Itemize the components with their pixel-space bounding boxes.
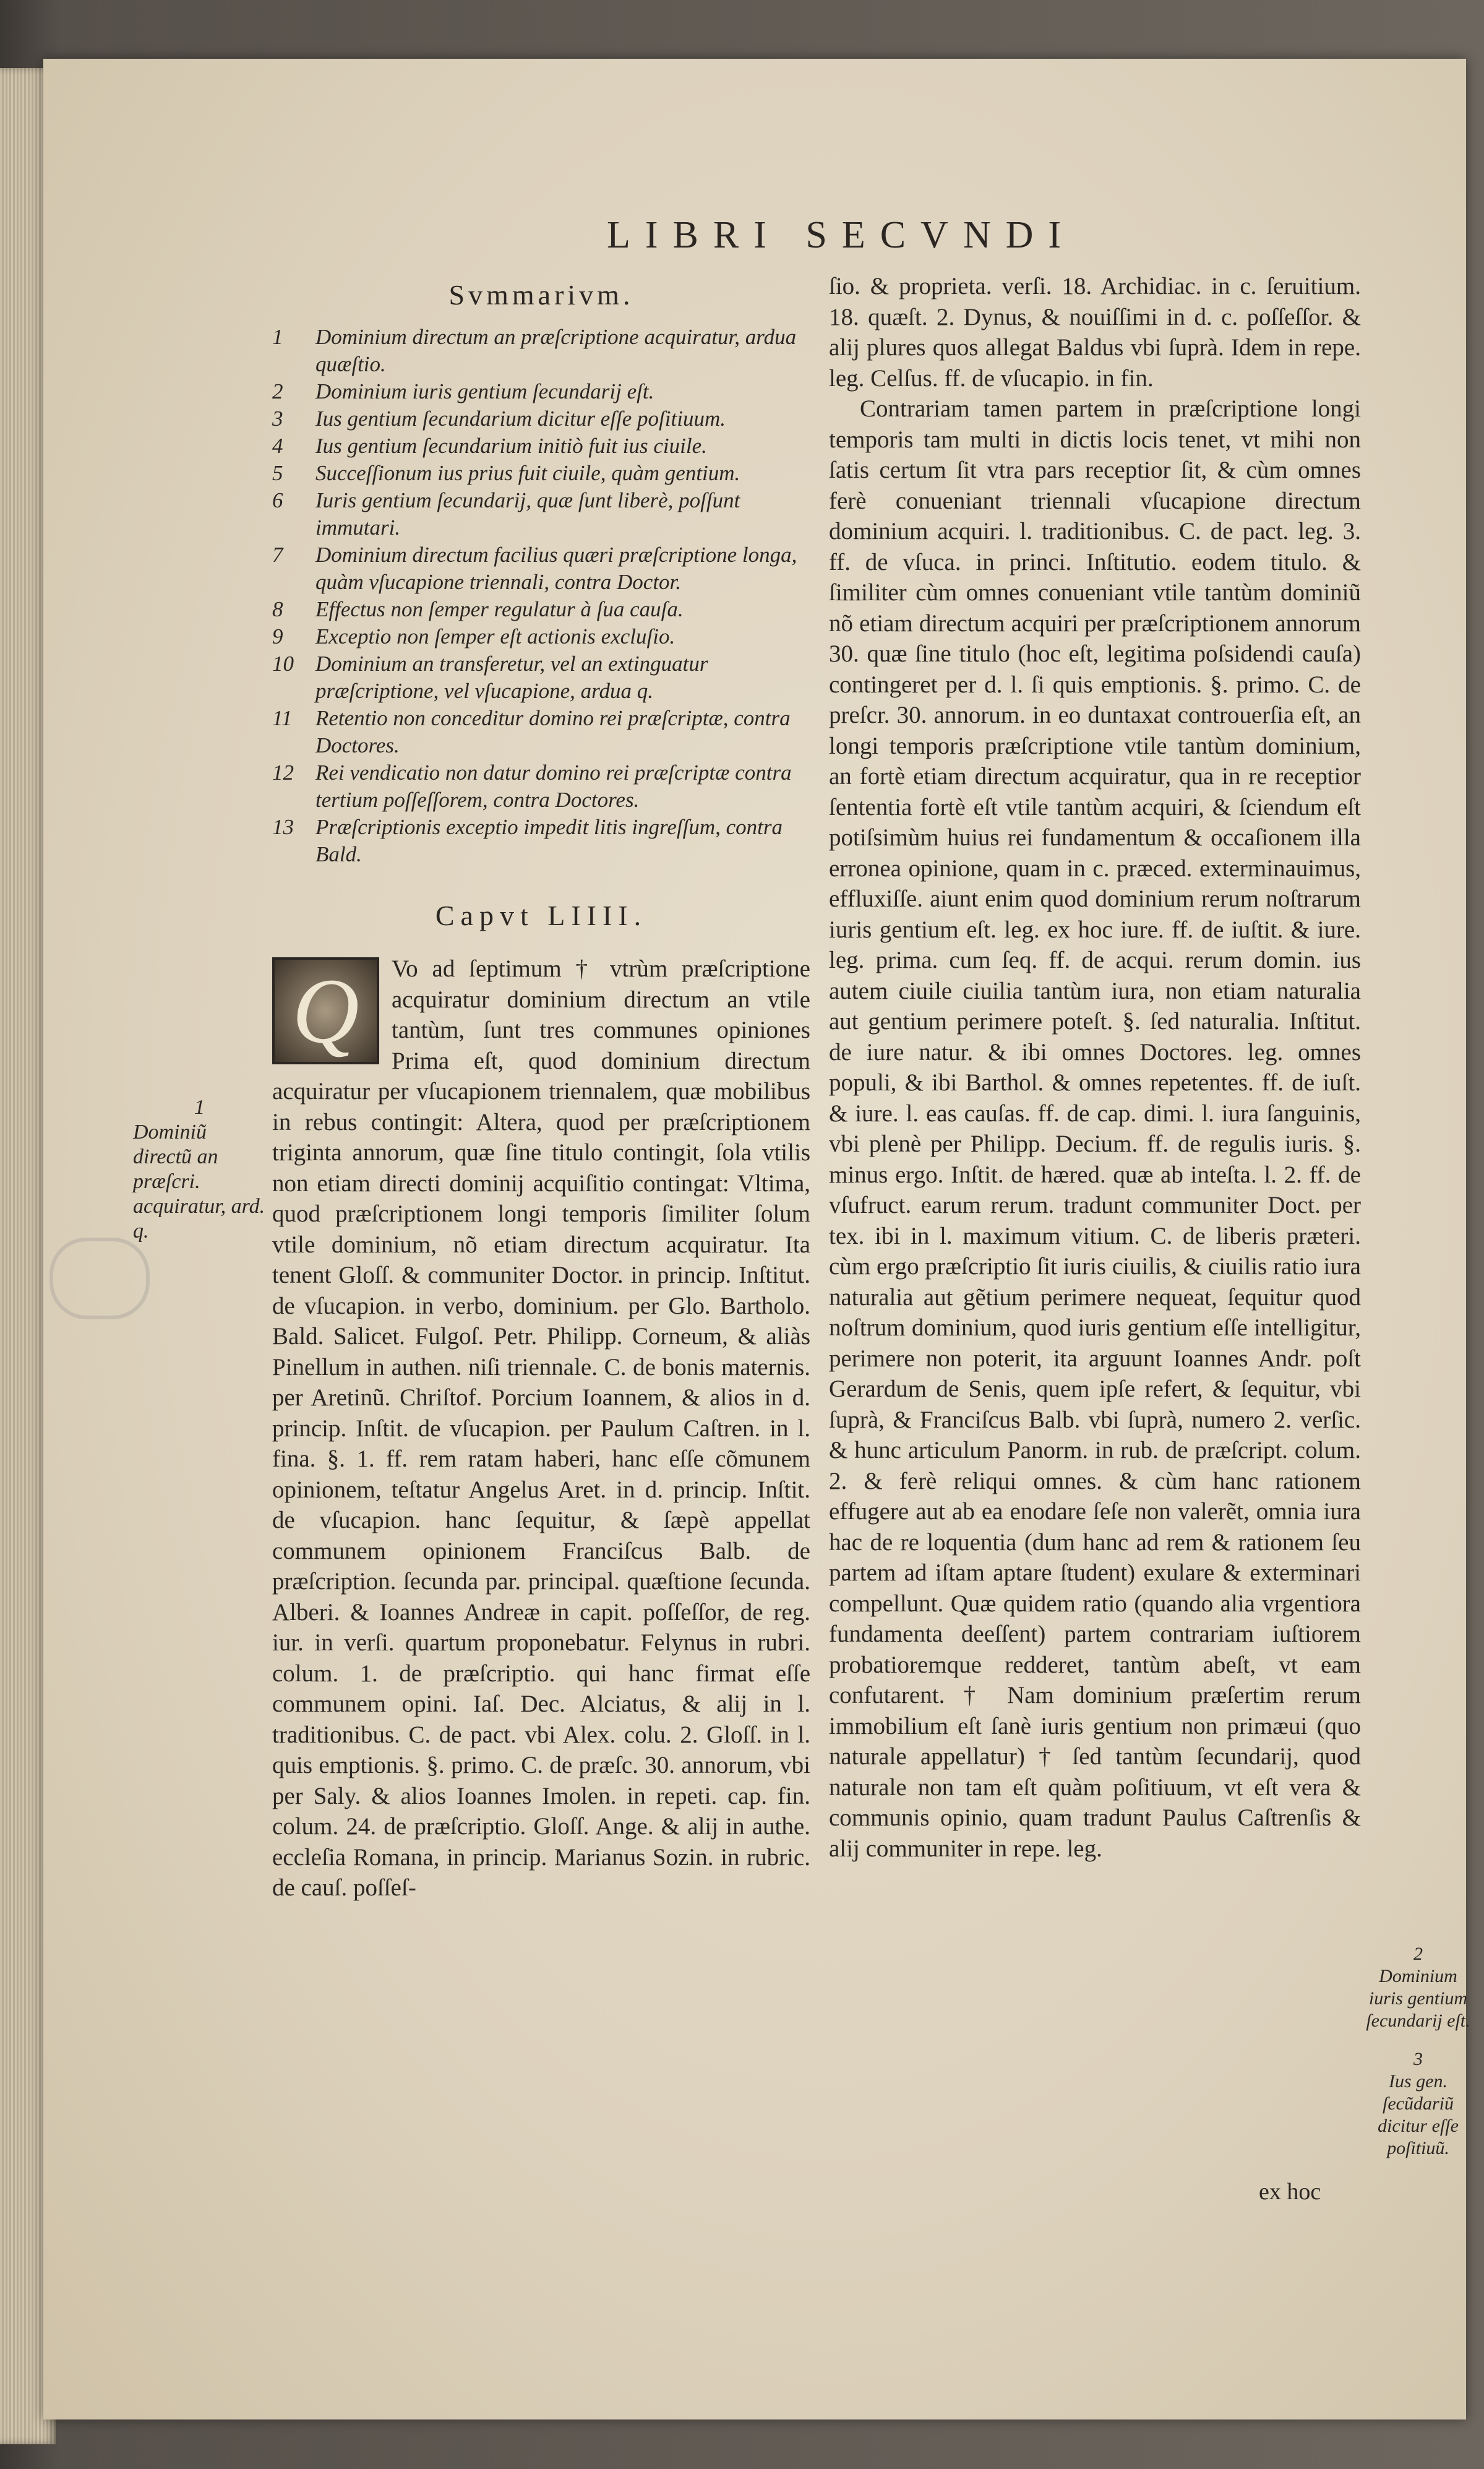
summary-item-number: 5 [272, 461, 283, 485]
summary-item-number: 2 [272, 379, 283, 403]
margin-note-2 [1364, 1943, 1472, 2032]
summary-item [272, 596, 810, 623]
summary-item [272, 705, 810, 759]
margin-note-text: Dominium iuris gentium ſecundarij eſt. [1366, 1966, 1470, 2031]
summary-item-text: Præſcriptionis exceptio impedit litis ingreſſum, contra Bald. [315, 815, 783, 866]
summary-item-text: Ius gentium ſecundarium dicitur eſſe poſitiuum. [315, 407, 726, 431]
summary-item-number: 7 [272, 543, 283, 567]
summary-item-number: 6 [272, 488, 283, 512]
summary-item-text: Succeſſionum ius prius fuit ciuile, quàm gentium. [315, 461, 740, 485]
summary-item-text: Exceptio non ſemper eſt actionis excluſio. [315, 624, 676, 648]
summary-item-text: Iuris gentium ſecundarij, quæ ſunt liberè, poſſunt immutari. [315, 488, 740, 540]
left-column [272, 278, 810, 1903]
summary-item [272, 378, 810, 405]
summary-item [272, 623, 810, 650]
summary-item [272, 405, 810, 433]
body-paragraph: Contrariam tamen partem in præſcriptione longi temporis tam multi in dictis locis tenet, vt mihi non ſatis certum ſit vtra pars receptior ſit, & cùm omnes ferè conueniant triennali vſucapione directum dominium acquiri. l. traditionibus. C. de pact. leg. 3. ff. de vſuca. in princi. Inſtitutio. eodem titulo. & ſimiliter cùm omnes conueniant vtile tantùm dominiũ nõ etiam directum acquiri per præſcriptionem annorum 30. quæ ſine titulo (hoc eſt, legitima poſsidendi cauſa) contingeret per d. l. ſi quis emptionis. §. primo. C. de preſcr. 30. annorum. in eo duntaxat controuerſia eſt, an longi temporis præſcriptione vtile tantùm dominium, an fortè etiam directum acquiratur, qua in re receptior ſententia fortè eſt vtile tantùm acquiri, & ſciendum eſt potiſsimùm huius rei fundamentum & occaſionem illa erronea opinione, quam in c. præced. exterminauimus, effluxiſſe. aiunt enim quod dominium rerum noſtrarum iuris gentium eſt. leg. ex hoc iure. ff. de iuſtit. & iure. leg. prima. cum ſeq. ff. de acqui. rerum domin. ius autem ciuile ciuilia tantùm iura, non etiam naturalia aut gentium perimere poteſt. §. ſed naturalia. Inſtitut. de iure natur. & ibi omnes Doctores. leg. omnes populi, & ibi Barthol. & omnes repetentes. ff. de iuſt. & iure. l. eas cauſas. ff. de cap. dimi. l. iura ſanguinis, vbi plenè per Philipp. Decium. ff. de regulis iuris. §. minus ergo. Inſtit. de hæred. quæ ab inteſta. l. 2. ff. de vſufruct. earum rerum. tradunt communiter Doct. per tex. ibi in l. maximum vitium. C. de liberis præteri. cùm ergo præſcriptio ſit iuris ciuilis, & ciuilis ratio iura naturalia aut gẽtium perimere nequeat, ſequitur quod noſtrum dominium, quod iuris gentium eſſe intelligitur, perimere non poterit, ita arguunt Ioannes Andr. poſt Gerardum de Senis, quem ipſe refert, & ſequitur, vbi ſuprà, & Franciſcus Balb. vbi ſuprà, numero 2. verſic. & hunc articulum Panorm. in rub. de præſcript. colum. 2. & ferè reliqui omnes. & cùm hanc rationem effugere aut ab ea enodare ſeſe non valerẽt, omnia iura hac de re loquentia (dum hanc ad rem & rationem ſeu partem ad iſtam aptare ſtudent) exulare & exterminari compellunt. Quæ quidem ratio (quando alia vrgentiora fundamenta deeſſent) partem contrariam iuſtiorem probatioremque redderet, tantùm abeſt, vt eam confutarent. † Nam dominium præſertim rerum immobilium eſt ſanè iuris gentium non primæui (quo naturale appellatur) † ſed tantùm ſecundarij, quod naturale non tam eſt quàm poſitiuum, vt eſt vera & communis opinio, quam tradunt Paulus Caſtrenſis & alij communiter in repe. leg. [829, 395, 1361, 1862]
summary-item-number: 10 [272, 652, 294, 676]
summary-item [272, 487, 810, 541]
summary-item [272, 759, 810, 814]
summary-item [272, 541, 810, 596]
margin-note-number: 1 [194, 1096, 205, 1119]
margin-note-1 [133, 1095, 266, 1244]
summary-item-number: 13 [272, 815, 294, 839]
summary-list [272, 324, 810, 868]
summary-title: Svmmarivm. [448, 279, 634, 311]
summary-item-number: 3 [272, 407, 283, 431]
summary-item-number: 4 [272, 434, 283, 458]
body-paragraph: Vo ad ſeptimum † vtrùm præſcriptione acquiratur dominium directum an vtile tantùm, ſunt tres communes opiniones Prima eſt, quod dominium directum acquiratur per vſucapionem triennalem, quæ mobilibus in rebus contingit: Altera, quod per præſcriptionem triginta annorum, quæ ſine titulo contingit, ſola vtilis non etiam directi dominij acquiſitio contingat: Vltima, quod præſcriptionem longi temporis ſimiliter ſolum vtile dominium, nõ etiam directum acquiratur. Ita tenent Gloſſ. & communiter Doctor. in princip. Inſtitut. de vſucapion. in verbo, dominium. per Glo. Bartholo. Bald. Salicet. Fulgoſ. Petr. Philipp. Corneum, & aliàs Pinellum in authen. niſi triennale. C. de bonis maternis. per Aretinũ. Chriſtof. Porcium Ioannem, & alios in d. princip. Inſtit. de vſucapion. per Paulum Caſtren. in l. fina. §. 1. ff. rem ratam haberi, hanc eſſe cõmunem opinionem, teſtatur Angelus Aret. in d. princip. Inſtit. de vſucapion. hanc ſequitur, & ſæpè appellat communem opinionem Franciſcus Balb. de præſcription. ſecunda par. principal. quæſtione ſecunda. Alberi. & Ioannes Andreæ in capit. poſſeſſor, de reg. iur. in verſi. quartum proponebatur. Felynus in rubri. colum. 1. de præſcriptio. qui hanc firmat eſſe communem opini. Iaſ. Dec. Alciatus, & alij in l. traditionibus. C. de pact. vbi Alex. colu. 2. Gloſſ. in l. quis emptionis. §. primo. C. de præſc. 30. annorum, vbi per Saly. & alios Ioannes Imolen. in repeti. cap. fin. colum. 24. de præſcriptio. Gloſſ. Ange. & alij in authe. eccleſia Romana, in princip. Marianus Sozin. in rubric. de cauſ. poſſeſ- [272, 955, 810, 1901]
summary-item [272, 433, 810, 460]
decorated-initial: Q [272, 957, 379, 1064]
summary-item-number: 11 [272, 706, 293, 730]
summary-item-number: 8 [272, 597, 283, 621]
margin-note-3 [1364, 2048, 1472, 2160]
margin-note-text: Ius gen. ſecũdariũ dicitur eſſe poſitiuũ. [1378, 2071, 1459, 2158]
margin-note-number: 3 [1413, 2049, 1423, 2069]
summary-item-number: 1 [272, 325, 283, 349]
chapter-heading: Capvt LIIII. [435, 900, 648, 931]
summary-item-text: Dominium directum facilius quæri præſcriptione longa, quàm vſucapione triennali, contra Doctor. [315, 543, 797, 594]
summary-item [272, 324, 810, 378]
summary-item-number: 9 [272, 624, 283, 648]
summary-item-text: Dominium an transferetur, vel an extinguatur præſcriptione, vel vſucapione, ardua q. [315, 652, 708, 703]
summary-item-text: Dominium directum an præſcriptione acquiratur, ardua quæſtio. [315, 325, 797, 376]
summary-item [272, 460, 810, 487]
summary-item [272, 814, 810, 868]
summary-item-text: Dominium iuris gentium ſecundarij eſt. [315, 379, 654, 403]
catchword: ex hoc [1259, 2179, 1321, 2205]
body-paragraph: ſio. & proprieta. verſi. 18. Archidiac. in c. ſeruitium. 18. quæſt. 2. Dynus, & nouiſſimi in d. c. poſſeſſor. & alij plures quos allegat Baldus vbi ſuprà. Idem in repe. leg. Celſus. ff. de vſucapio. in fin. [829, 273, 1361, 392]
margin-note-text: Dominiũ directũ an præſcri. acquiratur, ard. q. [133, 1121, 265, 1243]
left-body [272, 954, 810, 1903]
margin-note-number: 2 [1413, 1944, 1423, 1964]
summary-item-number: 12 [272, 761, 294, 785]
summary-item-text: Ius gentium ſecundarium initiò fuit ius ciuile. [315, 434, 707, 458]
summary-item-text: Retentio non conceditur domino rei præſcriptæ, contra Doctores. [315, 706, 791, 757]
summary-item-text: Effectus non ſemper regulatur à ſua cauſa. [315, 597, 684, 621]
running-head: LIBRI SECVNDI [606, 214, 1076, 256]
paper-clip [49, 1238, 150, 1319]
right-column [829, 271, 1361, 1864]
summary-item-text: Rei vendicatio non datur domino rei præſcriptæ contra tertium poſſeſſorem, contra Doctores. [315, 761, 792, 812]
summary-item [272, 650, 810, 705]
